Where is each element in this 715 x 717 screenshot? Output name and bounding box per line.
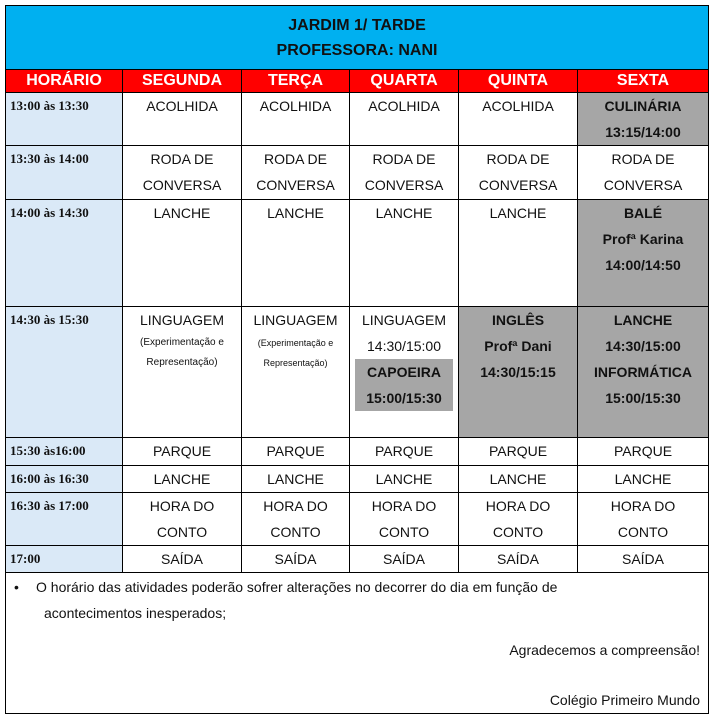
activity-line: 14:30/15:00 — [367, 338, 441, 354]
activity-cell — [459, 493, 578, 546]
activity-cell — [123, 307, 242, 438]
activity-cell: LANCHE — [459, 466, 578, 493]
activity-line: HORA DO — [610, 498, 676, 514]
col-header-quarta: QUARTA — [350, 70, 459, 93]
activity-cell — [123, 146, 242, 200]
activity-line: HORA DO — [371, 498, 437, 514]
activity-line: CONTO — [492, 524, 544, 540]
time-cell: 15:30 às16:00 — [6, 438, 123, 466]
activity-line: 15:00/15:30 — [605, 390, 681, 406]
col-header-horario: HORÁRIO — [6, 70, 123, 93]
activity-cell: PARQUE — [350, 438, 459, 466]
time-cell: 13:00 às 13:30 — [6, 93, 123, 146]
activity-line: Profª Karina — [602, 231, 684, 247]
activity-line: CONTO — [270, 524, 321, 540]
table-row — [6, 307, 709, 438]
activity-cell: SAÍDA — [578, 546, 709, 573]
table-row — [6, 146, 709, 200]
activity-cell — [123, 493, 242, 546]
activity-cell — [242, 493, 350, 546]
activity-cell-highlight — [578, 307, 709, 438]
activity-cell — [459, 146, 578, 200]
time-cell: 14:00 às 14:30 — [6, 200, 123, 307]
table-row — [6, 493, 709, 546]
time-cell: 14:30 às 15:30 — [6, 307, 123, 438]
activity-line: RODA DE — [372, 151, 436, 167]
activity-subline: Representação) — [263, 358, 328, 368]
activity-line: CONVERSA — [142, 177, 222, 193]
time-cell: 16:00 às 16:30 — [6, 466, 123, 493]
header-row — [6, 70, 709, 93]
capoeira-block — [355, 359, 453, 411]
activity-line: CONVERSA — [364, 177, 444, 193]
activity-line: RODA DE — [611, 151, 675, 167]
activity-line: 14:00/14:50 — [605, 257, 681, 273]
note-text: O horário das atividades poderão sofrer alterações no decorrer do dia em função de — [36, 579, 558, 595]
activity-line: CONTO — [617, 524, 669, 540]
activity-cell: ACOLHIDA — [350, 93, 459, 146]
col-header-quinta: QUINTA — [459, 70, 578, 93]
activity-line: CONTO — [378, 524, 430, 540]
activity-cell — [350, 493, 459, 546]
bullet-icon: • — [14, 579, 19, 595]
schedule-table — [5, 5, 709, 714]
activity-line: CONVERSA — [478, 177, 558, 193]
activity-cell: LANCHE — [242, 200, 350, 307]
activity-line: Profª Dani — [484, 338, 552, 354]
activity-cell — [578, 146, 709, 200]
col-header-segunda: SEGUNDA — [123, 70, 242, 93]
activity-line: 14:30/15:15 — [480, 364, 556, 380]
activity-line: CONVERSA — [603, 177, 683, 193]
activity-cell: LANCHE — [350, 200, 459, 307]
activity-cell: SAÍDA — [123, 546, 242, 573]
school-name: Colégio Primeiro Mundo — [549, 692, 700, 708]
activity-cell: PARQUE — [578, 438, 709, 466]
table-row — [6, 93, 709, 146]
activity-cell: PARQUE — [459, 438, 578, 466]
table-row — [6, 200, 709, 307]
activity-cell: SAÍDA — [242, 546, 350, 573]
activity-line: LANCHE — [613, 312, 673, 328]
title-line-1: JARDIM 1/ TARDE — [288, 16, 426, 34]
footer-row — [6, 573, 709, 714]
col-header-sexta: SEXTA — [578, 70, 709, 93]
activity-line: HORA DO — [485, 498, 551, 514]
schedule-title — [6, 6, 709, 70]
table-row — [6, 438, 709, 466]
activity-line: LINGUAGEM — [253, 312, 338, 328]
activity-line: 15:00/15:30 — [366, 390, 442, 406]
activity-line: 13:15/14:00 — [605, 124, 681, 140]
activity-cell: LANCHE — [459, 200, 578, 307]
activity-line: RODA DE — [150, 151, 214, 167]
activity-cell — [350, 146, 459, 200]
activity-line: RODA DE — [263, 151, 327, 167]
activity-subline: (Experimentação e — [140, 337, 224, 348]
activity-cell: LANCHE — [242, 466, 350, 493]
activity-cell-highlight — [578, 200, 709, 307]
activity-cell-highlight — [459, 307, 578, 438]
activity-line: HORA DO — [149, 498, 215, 514]
activity-cell: LANCHE — [578, 466, 709, 493]
activity-cell — [242, 307, 350, 438]
activity-cell: LANCHE — [350, 466, 459, 493]
note-text-continued: acontecimentos inesperados; — [44, 605, 227, 621]
col-header-terca: TERÇA — [242, 70, 350, 93]
activity-subline: (Experimentação e — [257, 338, 334, 348]
time-cell: 13:30 às 14:00 — [6, 146, 123, 200]
activity-line: CONVERSA — [256, 177, 335, 193]
activity-line: CULINÁRIA — [604, 98, 682, 114]
activity-cell: LANCHE — [123, 466, 242, 493]
activity-cell: PARQUE — [123, 438, 242, 466]
activity-line: 14:30/15:00 — [605, 338, 681, 354]
thanks-text: Agradecemos a compreensão! — [509, 642, 700, 658]
activity-cell: PARQUE — [242, 438, 350, 466]
activity-cell: ACOLHIDA — [459, 93, 578, 146]
activity-cell: LANCHE — [123, 200, 242, 307]
activity-cell — [578, 493, 709, 546]
activity-line: BALÉ — [623, 205, 663, 221]
activity-line: CONTO — [156, 524, 208, 540]
activity-cell — [350, 307, 459, 438]
activity-cell: ACOLHIDA — [123, 93, 242, 146]
activity-cell: ACOLHIDA — [242, 93, 350, 146]
activity-cell: SAÍDA — [350, 546, 459, 573]
title-line-2: PROFESSORA: NANI — [276, 41, 438, 59]
activity-line: HORA DO — [263, 498, 328, 514]
activity-cell — [242, 146, 350, 200]
activity-line: LINGUAGEM — [139, 312, 224, 328]
table-row — [6, 546, 709, 573]
activity-line: CAPOEIRA — [367, 364, 441, 380]
activity-cell-highlight — [578, 93, 709, 146]
activity-line: LINGUAGEM — [361, 312, 446, 328]
note-line — [14, 573, 700, 600]
time-cell: 16:30 às 17:00 — [6, 493, 123, 546]
activity-line: INGLÊS — [491, 312, 545, 328]
time-cell: 17:00 — [6, 546, 123, 573]
activity-subline: Representação) — [146, 357, 218, 368]
activity-line: RODA DE — [486, 151, 550, 167]
table-row — [6, 466, 709, 493]
activity-line: INFORMÁTICA — [594, 364, 692, 380]
footer-notes — [6, 573, 709, 714]
activity-cell: SAÍDA — [459, 546, 578, 573]
